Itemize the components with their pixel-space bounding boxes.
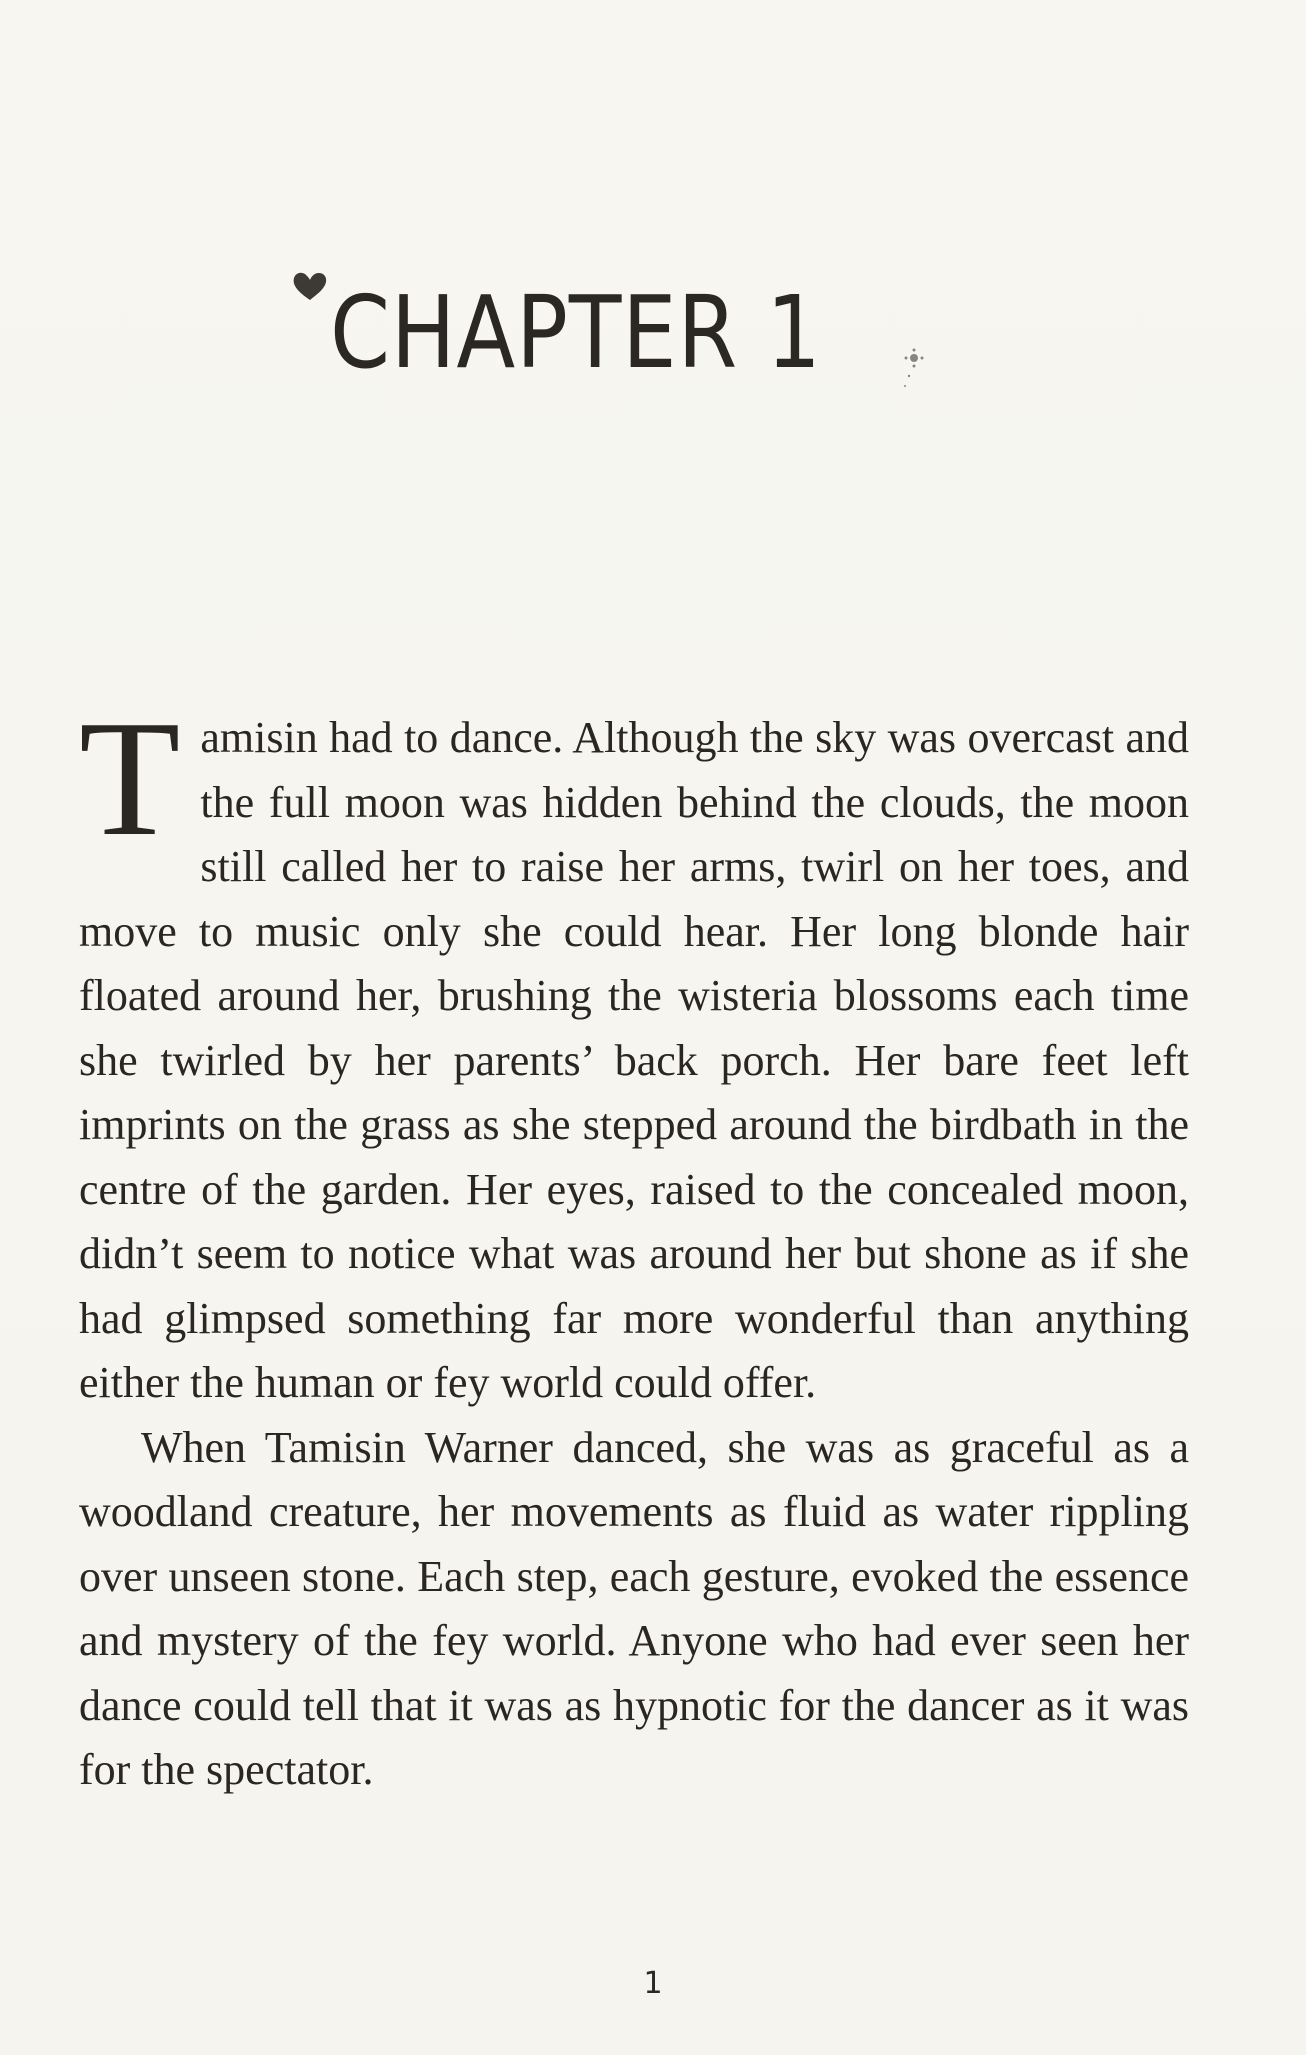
chapter-title: CHAPTER 1 xyxy=(330,274,822,391)
paragraph xyxy=(79,686,1189,1416)
drop-cap: T xyxy=(79,686,181,870)
chapter-body xyxy=(79,686,1189,1803)
sparkle-icon xyxy=(900,346,930,394)
paragraph-text: amisin had to dance. Although the sky was overcast and the full moon was hidden behind the clouds, the moon still called her to raise her arms, twirl on her toes, and move to music only she could hear. Her long blonde hair floated around her, brushing the wisteria blossoms each time she twirled by her parents’ back porch. Her bare feet left imprints on the grass as she stepped around the birdbath in the centre of the garden. Her eyes, raised to the concealed moon, didn’t seem to notice what was around her but shone as if she had glimpsed something far more wonderful than anything either the human or fey world could offer. xyxy=(79,713,1189,1407)
page-number: 1 xyxy=(643,1966,663,2001)
paragraph: When Tamisin Warner danced, she was as graceful as a woodland creature, her movements as fluid as water rippling over unseen stone. Each step, each gesture, evoked the essence and mystery of the fey world. Anyone who had ever seen her dance could tell that it was as hypnotic for the dancer as it was for the spectator. xyxy=(79,1422,1189,1794)
heart-icon xyxy=(290,268,330,304)
chapter-heading xyxy=(290,268,950,408)
